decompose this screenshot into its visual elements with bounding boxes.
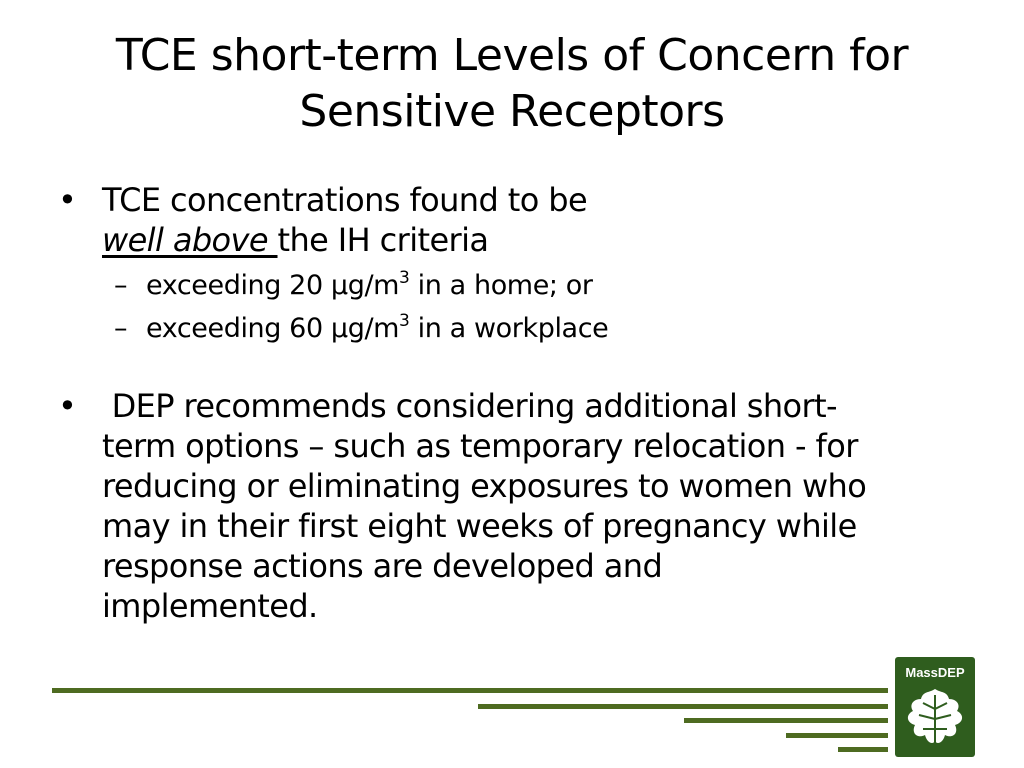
decorative-bar-5 [838,747,888,752]
slide-title [40,28,984,140]
bullet-2-line-1: DEP recommends considering additional short- [102,387,837,425]
bullet-1-line-2-rest: the IH criteria [277,221,489,259]
sub-item-text-post: in a workplace [409,313,609,344]
bullet-item-2 [58,386,978,626]
bullet-1-line-2 [102,220,978,260]
logo-text: MassDEP [905,665,965,680]
bullet-1-line-1: TCE concentrations found to be [102,181,588,219]
oak-leaf-icon [903,685,967,751]
massdep-logo [895,657,975,757]
title-line-2: Sensitive Receptors [299,86,725,137]
decorative-bar-4 [786,733,888,738]
sub-item-text: exceeding 20 µg/m [146,270,400,301]
title-line-1: TCE short-term Levels of Concern for [115,30,909,81]
bullet-2-line-4: may in their first eight weeks of pregnancy while [102,507,857,545]
slide-content [58,180,978,626]
sub-list [58,264,978,350]
sub-item-text: exceeding 60 µg/m [146,313,400,344]
bullet-2-line-5: response actions are developed and [102,547,663,585]
bullet-2-line-2: term options – such as temporary relocation - for [102,427,858,465]
bullet-item-1 [58,180,978,260]
dash-glyph: – [114,313,128,344]
decorative-bar-2 [478,704,888,709]
bullet-dot: • [58,181,77,219]
sub-item-home [102,264,978,307]
decorative-bar-1 [52,688,888,693]
dash-glyph: – [114,270,128,301]
sub-item-workplace [102,307,978,350]
superscript: 3 [399,268,410,288]
bullet-2-line-6: implemented. [102,587,318,625]
bullet-2-line-3: reducing or eliminating exposures to women who [102,467,867,505]
sub-item-text-post: in a home; or [409,270,593,301]
bullet-dot: • [58,387,77,425]
superscript: 3 [399,311,410,331]
decorative-bar-3 [684,718,888,723]
emphasis-text: well above [102,221,278,259]
